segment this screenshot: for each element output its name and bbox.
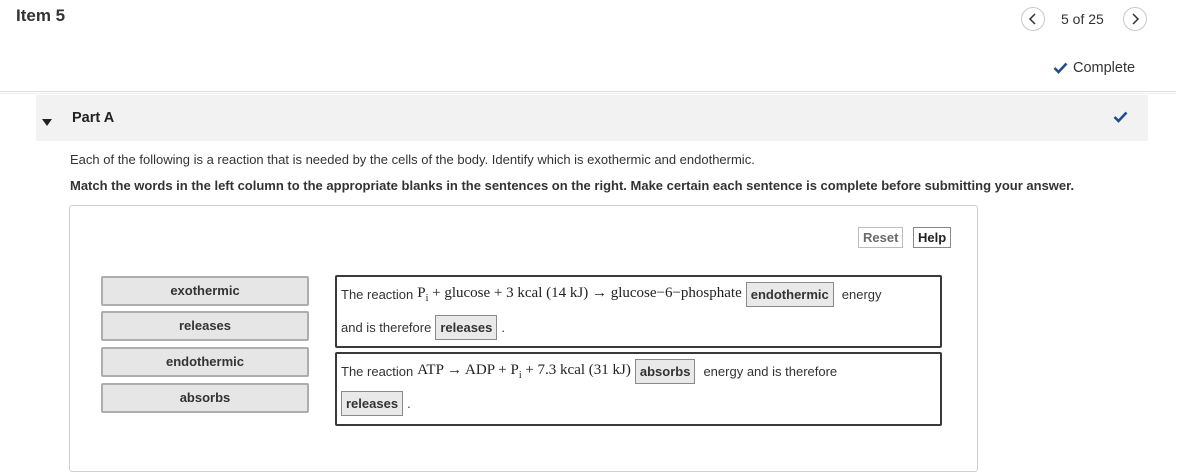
- sentence-2-blank-2[interactable]: releases: [341, 391, 403, 416]
- sentence-2-period: .: [407, 396, 411, 411]
- part-label[interactable]: Part A: [72, 110, 115, 126]
- sentence-1-equation-rest: + glucose + 3 kcal (14 kJ) → glucose−6−phosphate: [432, 285, 742, 301]
- next-item-button[interactable]: [1123, 7, 1147, 31]
- help-button[interactable]: Help: [913, 227, 951, 248]
- phosphate-symbol: P: [510, 362, 519, 378]
- word-chip-absorbs[interactable]: absorbs: [101, 383, 309, 413]
- previous-item-button[interactable]: [1021, 7, 1045, 31]
- instructions-text: Match the words in the left column to the appropriate blanks in the sentences on the right. Make certain each sentence is complete before submitting your answer.: [70, 178, 1075, 193]
- item-pager: 5 of 25: [1061, 11, 1104, 27]
- word-chip-exothermic[interactable]: exothermic: [101, 276, 309, 306]
- sentence-1-blank-1[interactable]: endothermic: [746, 282, 834, 307]
- checkmark-icon: [1053, 62, 1068, 74]
- question-text: Each of the following is a reaction that is needed by the cells of the body. Identify which is exothermic and endothermic.: [70, 152, 755, 167]
- sentence-2-line-2: [341, 391, 411, 416]
- sentence-2-after-blank-1: energy and is therefore: [703, 364, 838, 379]
- sentence-1-equation: [417, 285, 741, 304]
- reset-button[interactable]: Reset: [858, 227, 903, 248]
- item-title: Item 5: [16, 6, 66, 25]
- word-chip-endothermic[interactable]: endothermic: [101, 347, 309, 377]
- sentence-2-line-1: [341, 359, 837, 384]
- part-complete-check-icon: [1113, 110, 1128, 128]
- sentence-1-line-2: [341, 315, 505, 340]
- caret-down-icon[interactable]: [42, 114, 52, 132]
- chevron-right-icon: [1130, 13, 1140, 25]
- completion-status: [1053, 60, 1135, 76]
- sentence-1-line-2-text: and is therefore: [341, 320, 432, 335]
- header-divider: [0, 91, 1176, 92]
- phosphate-symbol: P: [417, 285, 426, 301]
- word-chip-releases[interactable]: releases: [101, 311, 309, 341]
- phosphate-subscript: i: [425, 293, 429, 304]
- sentence-2-equation: [417, 362, 631, 381]
- status-text: Complete: [1073, 60, 1136, 76]
- header-divider-shadow: [0, 93, 1176, 94]
- sentence-1-period: .: [501, 320, 506, 335]
- chevron-left-icon: [1028, 13, 1038, 25]
- part-header-bar[interactable]: [36, 95, 1148, 141]
- sentence-2-prefix: The reaction: [341, 364, 414, 379]
- sentence-1-blank-2[interactable]: releases: [435, 315, 497, 340]
- sentence-1-prefix: The reaction: [341, 287, 414, 302]
- sentence-2-equation-part-a: ATP → ADP +: [417, 362, 507, 378]
- sentence-1-line-1: [341, 282, 882, 307]
- phosphate-subscript: i: [518, 370, 522, 381]
- sentence-1-after-blank-1: energy: [841, 287, 882, 302]
- sentence-2-equation-part-b: + 7.3 kcal (31 kJ): [525, 362, 631, 378]
- sentence-2-blank-1[interactable]: absorbs: [635, 359, 696, 384]
